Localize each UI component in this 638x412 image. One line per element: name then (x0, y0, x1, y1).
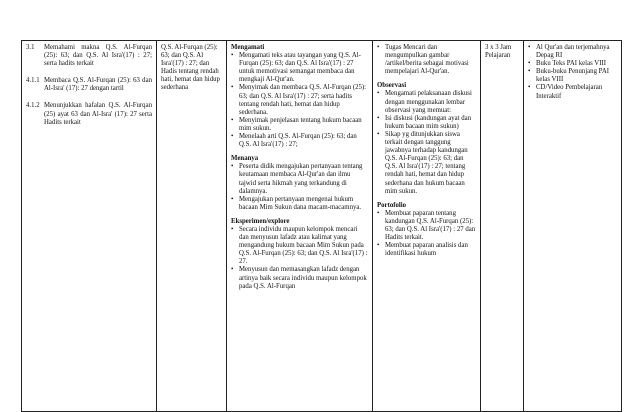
list-item: • Sikap yg ditunjukkan siswa terkait dengan tanggung jawabnya terhadap kandungan Q.S. Al-Furqan (25): 63; dan Q.S. Al Isra'(17) : 27; tentang rendah hati, hemat dan hidup sederhana dan hukum bacaan mim sukun. (377, 131, 476, 196)
list-item: • Peserta didik mengajukan pertanyaan tentang keutamaan membaca Al-Qur'an dan ilmu tajwid serta hikmah yang terkandung di dalamnya. (231, 163, 368, 195)
list-item: • Menyimak dan membaca Q.S. Al-Furqan (25): 63; dan Q.S. Al Isra'(17) : 27; serta hadits tentang rendah hati, hemat dan hidup sederhana. (231, 84, 368, 116)
kompetensi-number: 4.1.1 (26, 77, 40, 85)
list-item: • Menyimak penjelasan tentang hukum bacaan mim sukun. (231, 117, 368, 133)
table-row (22, 41, 622, 412)
list-item: • Mengamati teks atau tayangan yang Q.S. Al-Furqan (25): 63; dan Q.S. Al Isra'(17) : 27 untuk memotivasi semangat membaca dan mengkaji Al-Qur'an. (231, 52, 368, 84)
eksperimen-heading: Eksperimen/explore (231, 217, 290, 225)
list-item: • Buku-buku Penunjang PAI kelas VIII (528, 68, 617, 84)
list-item: • Mengajukan pertanyaan mengenai hukum bacaan Mim Sukun dana macam-macamnya. (231, 196, 368, 212)
kompetensi-number: 3.1 (26, 44, 35, 51)
list-item: • Buku Teks PAI kelas VIII (528, 60, 617, 68)
observasi-list (377, 90, 476, 195)
list-item: • CD/Video Pembelajaran Interaktif (528, 84, 617, 100)
sumber-list (528, 44, 617, 101)
portofolio-heading: Portofolio (377, 201, 407, 209)
list-item: • Al Qur'an dan terjemahnya Depag RI (528, 44, 617, 60)
mengamati-list (231, 52, 368, 149)
portofolio-list (377, 210, 476, 259)
eksperimen-list (231, 226, 368, 291)
list-item: • Membuat paparan analisis dan identifikasi hukum (377, 242, 476, 258)
mengamati-heading: Mengamati (231, 44, 265, 51)
list-item: • Mengamati pelaksanaan diskusi dengan menggunakan lembar observasi yang memuat: (377, 90, 476, 114)
kompetensi-number: 4.1.2 (26, 102, 40, 110)
menanya-list (231, 163, 368, 212)
silabus-table (21, 40, 622, 412)
kompetensi-text: Menunjukkan hafalan Q.S. Al-Furqan (25) ayat 63 dan Al-Isra' (17): 27 serta Hadits terkait (44, 102, 152, 126)
kompetensi-item (26, 44, 152, 68)
kompetensi-item (26, 77, 152, 93)
kompetensi-text: Membaca Q.S. Al-Furqan (25): 63 dan Al-Isra' (17): 27 dengan tartil (44, 77, 152, 93)
list-item: • Isi diskusi (kandungan ayat dan hukum bacaan mim sukun) (377, 115, 476, 131)
kompetensi-item (26, 102, 152, 126)
materi-cell (157, 41, 227, 412)
kegiatan-cell (227, 41, 373, 412)
tugas-list (377, 44, 476, 76)
list-item: • Menelaah arti Q.S. Al-Furqan (25): 63; dan Q.S. Al Isra'(17) : 27; (231, 133, 368, 149)
materi-text: Q.S. Al-Furqan (25): 63; dan Q.S. Al Isra'(17) : 27; dan Hadis tentang rendah hati, hemat dan hidup sederhana (161, 44, 220, 92)
sumber-cell (524, 41, 622, 412)
list-item: • Menyusun dan memasangkan lafadz dengan artinya baik secara individu maupun kelompok pada Q.S. Al-Furqan (231, 266, 368, 290)
list-item: • Membuat paparan tentang kandungan Q.S. Al-Furqan (25): 63; dan Q.S. Al Isra'(17) : 27 dan Hadits terkait. (377, 210, 476, 242)
kompetensi-cell (22, 41, 157, 412)
kompetensi-text: Memahami makna Q.S. Al-Furqan (25): 63; dan Q.S. Al Isra'(17) : 27; serta hadits terkait (44, 44, 152, 68)
observasi-heading: Observasi (377, 82, 407, 90)
list-item: • Tugas Mencari dan mengumpulkan gambar /artikel/berita sebagai motivasi mempelajari Al-Qur'an. (377, 44, 476, 76)
alokasi-text: 3 x 3 Jam Pelajaran (485, 44, 512, 60)
alokasi-cell (481, 41, 524, 412)
penilaian-cell (373, 41, 481, 412)
list-item: • Secara individu maupun kelompok mencari dan menyusun lafadz atau kalimat yang mengandung hukum bacaan Mim Sukun pada Q.S. Al-Furqan (25): 63; dan Q.S. Al Isra'(17) : 27. (231, 226, 368, 266)
menanya-heading: Menanya (231, 155, 259, 163)
